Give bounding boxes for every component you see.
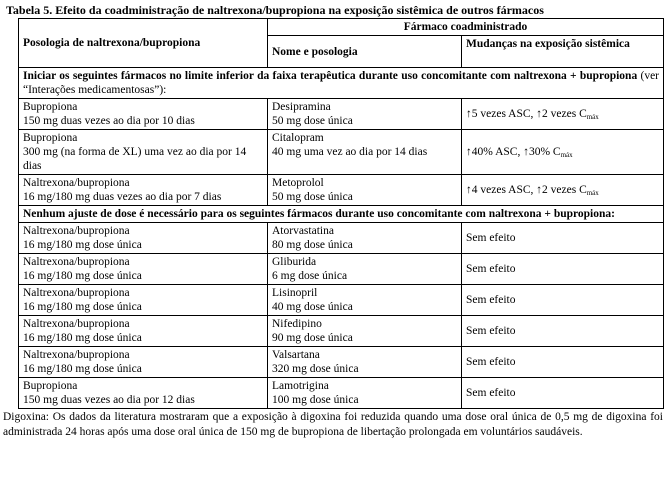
regimen-dose: 150 mg duas vezes ao dia por 10 dias bbox=[23, 115, 195, 127]
effect-text: Sem efeito bbox=[466, 356, 516, 368]
regimen-dose: 16 mg/180 mg dose única bbox=[23, 301, 142, 313]
effect-cell bbox=[462, 99, 664, 130]
regimen-dose: 150 mg duas vezes ao dia por 12 dias bbox=[23, 394, 195, 406]
section-adjust-note: (ver “Interações medicamentosas”): bbox=[23, 70, 660, 96]
table-row bbox=[19, 175, 664, 206]
regimen-name: Naltrexona/bupropiona bbox=[23, 318, 130, 330]
drug-dose: 50 mg dose única bbox=[272, 191, 353, 203]
table-row bbox=[19, 316, 664, 347]
regimen-cell bbox=[19, 254, 268, 285]
table-row bbox=[19, 378, 664, 409]
drug-dose: 40 mg uma vez ao dia por 14 dias bbox=[272, 146, 428, 158]
section-adjust-bold: Iniciar os seguintes fármacos no limite inferior da faixa terapêutica durante uso concomitante com naltrexona + bupropiona bbox=[23, 70, 638, 82]
regimen-name: Naltrexona/bupropiona bbox=[23, 225, 130, 237]
regimen-cell bbox=[19, 130, 268, 175]
header-drug: Nome e posologia bbox=[268, 36, 462, 68]
regimen-name: Bupropiona bbox=[23, 380, 78, 392]
effect-cell bbox=[462, 175, 664, 206]
section-no-adjust: Nenhum ajuste de dose é necessário para os seguintes fármacos durante uso concomitante com naltrexona + bupropiona: bbox=[19, 206, 664, 223]
effect-cell bbox=[462, 254, 664, 285]
effect-text: ↑4 vezes ASC, ↑2 vezes C bbox=[466, 184, 587, 196]
effect-cell bbox=[462, 285, 664, 316]
drug-dose: 6 mg dose única bbox=[272, 270, 348, 282]
drug-dose: 100 mg dose única bbox=[272, 394, 359, 406]
regimen-cell bbox=[19, 175, 268, 206]
effect-subscript: máx bbox=[586, 113, 599, 121]
drug-cell bbox=[268, 223, 462, 254]
drug-dose: 90 mg dose única bbox=[272, 332, 353, 344]
effect-text: Sem efeito bbox=[466, 325, 516, 337]
drug-cell bbox=[268, 254, 462, 285]
effect-text: Sem efeito bbox=[466, 294, 516, 306]
table-row bbox=[19, 347, 664, 378]
drug-dose: 50 mg dose única bbox=[272, 115, 353, 127]
table-row bbox=[19, 223, 664, 254]
drug-name: Nifedipino bbox=[272, 318, 322, 330]
drug-name: Lisinopril bbox=[272, 287, 318, 299]
section-adjust bbox=[19, 68, 664, 99]
regimen-name: Naltrexona/bupropiona bbox=[23, 287, 130, 299]
drug-name: Lamotrigina bbox=[272, 380, 329, 392]
effect-text: ↑5 vezes ASC, ↑2 vezes C bbox=[466, 108, 587, 120]
drug-name: Atorvastatina bbox=[272, 225, 334, 237]
drug-cell bbox=[268, 130, 462, 175]
effect-cell bbox=[462, 378, 664, 409]
effect-text: ↑40% ASC, ↑30% C bbox=[466, 146, 561, 158]
regimen-name: Naltrexona/bupropiona bbox=[23, 349, 130, 361]
effect-text: Sem efeito bbox=[466, 263, 516, 275]
drug-cell bbox=[268, 378, 462, 409]
header-effect: Mudanças na exposição sistêmica bbox=[462, 36, 664, 68]
regimen-name: Bupropiona bbox=[23, 101, 78, 113]
effect-subscript: máx bbox=[586, 189, 599, 197]
regimen-name: Naltrexona/bupropiona bbox=[23, 177, 130, 189]
drug-cell bbox=[268, 175, 462, 206]
footnote: Digoxina: Os dados da literatura mostraram que a exposição à digoxina foi reduzida quando uma dose oral única de 0,5 mg de digoxina foi administrada 24 horas após uma dose oral única de 150 mg de bupropiona de libertação prolongada em voluntários saudáveis. bbox=[3, 411, 663, 438]
effect-subscript: máx bbox=[560, 151, 573, 159]
drug-cell bbox=[268, 285, 462, 316]
effect-cell bbox=[462, 347, 664, 378]
regimen-dose: 16 mg/180 mg dose única bbox=[23, 270, 142, 282]
regimen-cell bbox=[19, 99, 268, 130]
table-row bbox=[19, 99, 664, 130]
effect-cell bbox=[462, 316, 664, 347]
drug-name: Citalopram bbox=[272, 132, 324, 144]
regimen-cell bbox=[19, 223, 268, 254]
regimen-dose: 16 mg/180 mg dose única bbox=[23, 332, 142, 344]
regimen-dose: 16 mg/180 mg dose única bbox=[23, 363, 142, 375]
regimen-dose: 16 mg/180 mg dose única bbox=[23, 239, 142, 251]
header-regimen: Posologia de naltrexona/bupropiona bbox=[19, 19, 268, 68]
regimen-name: Naltrexona/bupropiona bbox=[23, 256, 130, 268]
table-title: Tabela 5. Efeito da coadministração de naltrexona/bupropiona na exposição sistêmica de outros fármacos bbox=[6, 3, 544, 17]
effect-cell bbox=[462, 223, 664, 254]
drug-name: Metoprolol bbox=[272, 177, 324, 189]
regimen-name: Bupropiona bbox=[23, 132, 78, 144]
regimen-dose: 300 mg (na forma de XL) uma vez ao dia por 14 dias bbox=[23, 146, 247, 172]
regimen-cell bbox=[19, 347, 268, 378]
regimen-cell bbox=[19, 316, 268, 347]
drug-dose: 80 mg dose única bbox=[272, 239, 353, 251]
header-coadministered: Fármaco coadministrado bbox=[268, 19, 664, 36]
regimen-cell bbox=[19, 378, 268, 409]
drug-dose: 40 mg dose única bbox=[272, 301, 353, 313]
table-row bbox=[19, 285, 664, 316]
effect-text: Sem efeito bbox=[466, 387, 516, 399]
table-row bbox=[19, 130, 664, 175]
drug-cell bbox=[268, 316, 462, 347]
drug-dose: 320 mg dose única bbox=[272, 363, 359, 375]
regimen-cell bbox=[19, 285, 268, 316]
interaction-table bbox=[18, 18, 664, 409]
drug-name: Valsartana bbox=[272, 349, 320, 361]
drug-name: Desipramina bbox=[272, 101, 331, 113]
drug-cell bbox=[268, 99, 462, 130]
effect-text: Sem efeito bbox=[466, 232, 516, 244]
regimen-dose: 16 mg/180 mg duas vezes ao dia por 7 dias bbox=[23, 191, 222, 203]
drug-cell bbox=[268, 347, 462, 378]
drug-name: Gliburida bbox=[272, 256, 317, 268]
table-row bbox=[19, 254, 664, 285]
effect-cell bbox=[462, 130, 664, 175]
